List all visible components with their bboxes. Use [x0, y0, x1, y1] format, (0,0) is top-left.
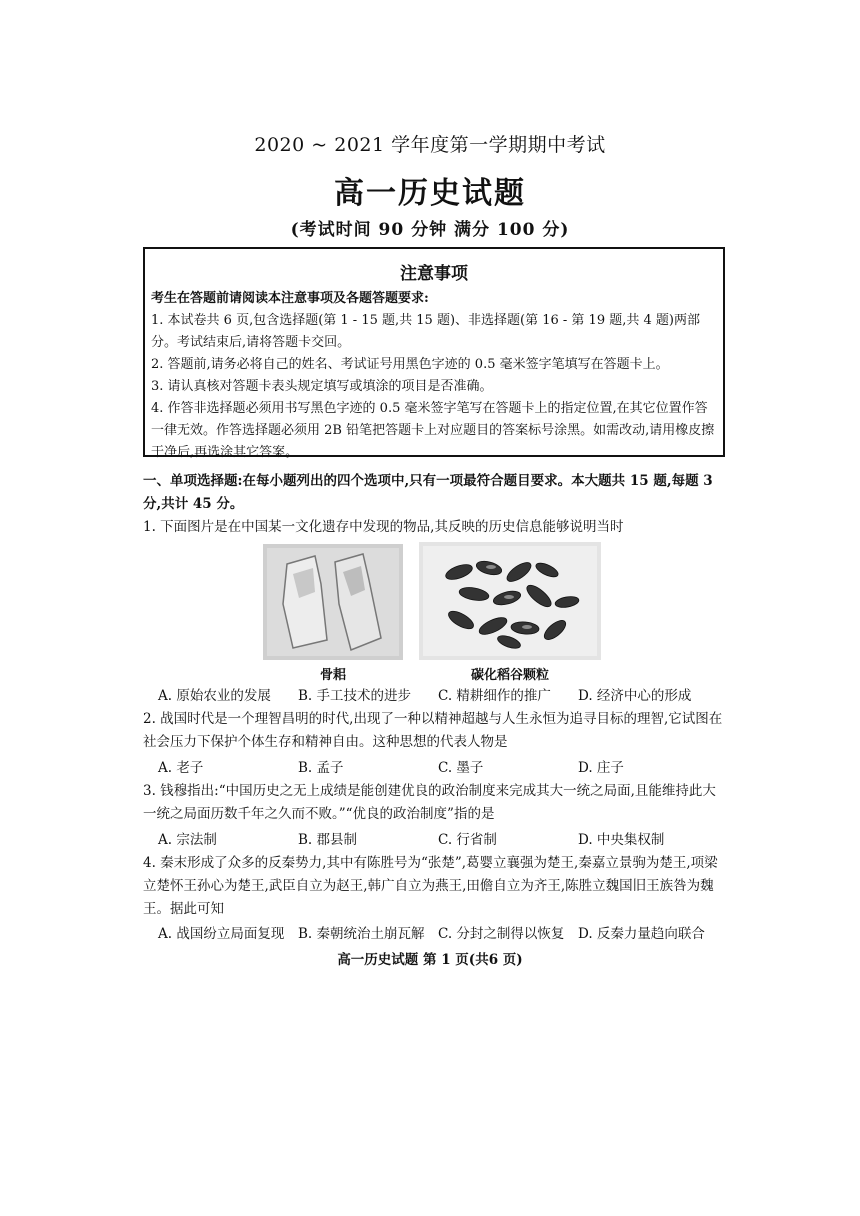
notice-item: 4. 作答非选择题必须用书写黑色字迹的 0.5 毫米签字笔写在答题卡上的指定位置,在其它位置作答一律无效。作答选择题必须用 2B 铅笔把答题卡上对应题目的答案标号涂黑。如需改动,请用橡皮擦干净后,再选涂其它答案。 — [151, 401, 715, 460]
option-c[interactable]: C. 精耕细作的推广 — [438, 688, 551, 704]
option-a[interactable]: A. 宗法制 — [158, 832, 217, 848]
option-d[interactable]: D. 中央集权制 — [578, 832, 665, 848]
option-c[interactable]: C. 分封之制得以恢复 — [438, 926, 565, 942]
section-heading: 一、单项选择题:在每小题列出的四个选项中,只有一项最符合题目要求。本大题共 15 题,每题 3 分,共计 45 分。 — [143, 473, 713, 512]
option-b[interactable]: B. 孟子 — [298, 760, 344, 776]
options-row — [158, 756, 718, 776]
option-b[interactable]: B. 郡县制 — [298, 832, 358, 848]
exam-term: 2020 ~ 2021 学年度第一学期期中考试 — [254, 134, 606, 156]
options-row — [158, 684, 718, 704]
image-caption: 碳化稻谷颗粒 — [470, 668, 549, 683]
question-stem: 1. 下面图片是在中国某一文化遗存中发现的物品,其反映的历史信息能够说明当时 — [143, 519, 624, 535]
options-row — [158, 922, 718, 942]
option-c[interactable]: C. 行省制 — [438, 832, 497, 848]
notice-box — [143, 247, 725, 460]
page-footer: 高一历史试题 第 1 页(共6 页) — [337, 952, 523, 968]
option-b[interactable]: B. 秦朝统治土崩瓦解 — [298, 926, 425, 942]
option-b[interactable]: B. 手工技术的进步 — [298, 688, 412, 704]
option-c[interactable]: C. 墨子 — [438, 760, 484, 776]
notice-item: 3. 请认真核对答题卡表头规定填写或填涂的项目是否准确。 — [151, 379, 493, 394]
option-a[interactable]: A. 战国纷立局面复现 — [158, 926, 285, 942]
exam-title: 高一历史试题 — [334, 176, 526, 211]
option-a[interactable]: A. 原始农业的发展 — [158, 688, 271, 704]
option-d[interactable]: D. 庄子 — [578, 760, 624, 776]
question-stem: 2. 战国时代是一个理智昌明的时代,出现了一种以精神超越与人生永恒为追寻目标的理智,它试图在社会压力下保护个体生存和精神自由。这种思想的代表人物是 — [143, 711, 723, 750]
option-d[interactable]: D. 经济中心的形成 — [578, 688, 692, 704]
question-stem: 3. 钱穆指出:“中国历史之无上成绩是能创建优良的政治制度来完成其大一统之局面,且能维持此大一统之局面历数千年之久而不败。”“优良的政治制度”指的是 — [143, 783, 716, 822]
bone-spade-photo — [263, 544, 403, 660]
image-caption: 骨耜 — [319, 668, 346, 683]
notice-intro: 考生在答题前请阅读本注意事项及各题答题要求: — [151, 291, 429, 306]
option-a[interactable]: A. 老子 — [158, 760, 204, 776]
notice-title: 注意事项 — [400, 264, 468, 284]
notice-item: 1. 本试卷共 6 页,包含选择题(第 1 - 15 题,共 15 题)、非选择题(第 16 - 第 19 题,共 4 题)两部分。考试结束后,请将答题卡交回。 — [151, 313, 700, 350]
notice-item: 2. 答题前,请务必将自己的姓名、考试证号用黑色字迹的 0.5 毫米签字笔填写在答题卡上。 — [151, 357, 669, 372]
rice-grains-photo — [419, 542, 601, 660]
option-d[interactable]: D. 反秦力量趋向联合 — [578, 926, 705, 942]
options-row — [158, 828, 718, 848]
question-stem: 4. 秦末形成了众多的反秦势力,其中有陈胜号为“张楚”,葛婴立襄强为楚王,秦嘉立景驹为楚王,项梁立楚怀王孙心为楚王,武臣自立为赵王,韩广自立为燕王,田儋自立为齐王,陈胜立魏国旧王族咎为魏王。据此可知 — [143, 855, 718, 917]
exam-subtitle: (考试时间 90 分钟 满分 100 分) — [290, 220, 570, 240]
